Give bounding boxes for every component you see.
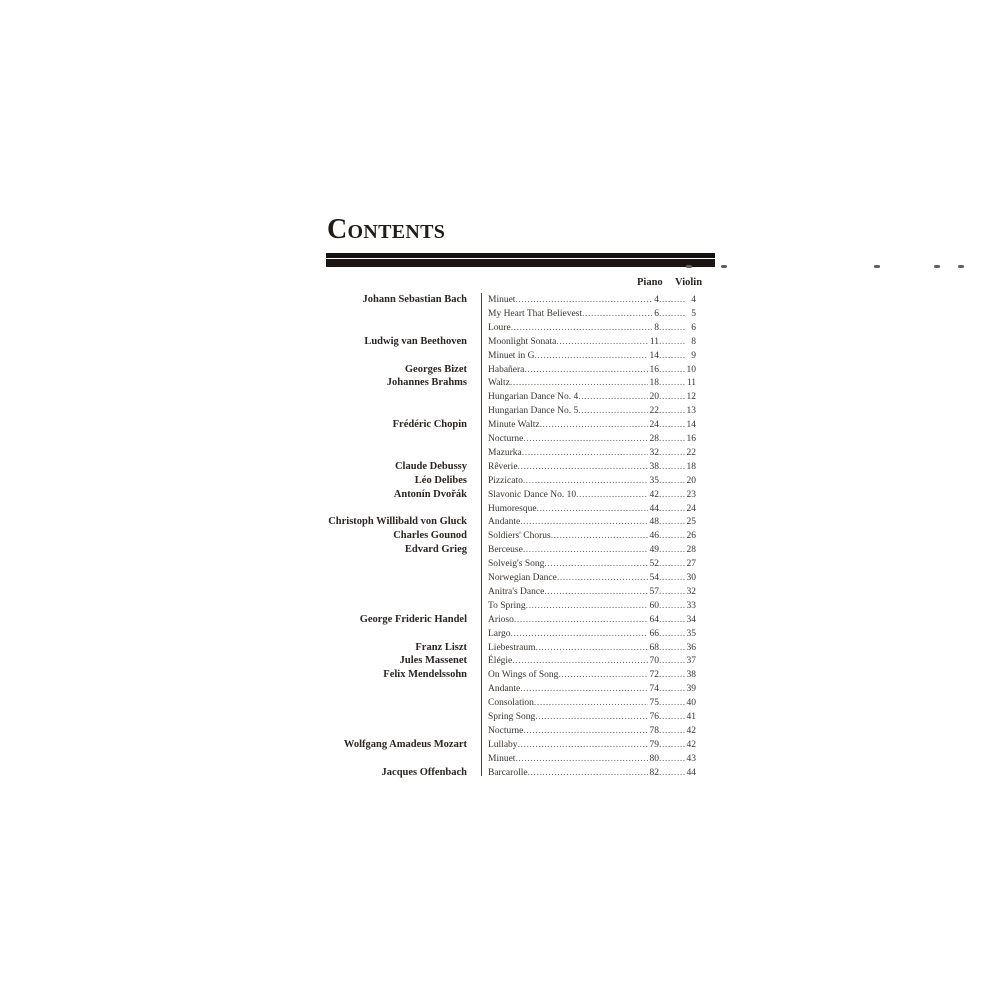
dot-leader — [659, 307, 685, 321]
dot-leader — [518, 738, 648, 752]
dot-leader — [659, 613, 685, 627]
toc-entry — [488, 446, 696, 460]
piece-title: Élégie — [488, 656, 513, 667]
piano-page: 74 — [649, 684, 659, 695]
violin-page: 36 — [686, 642, 696, 653]
dot-leader — [511, 627, 648, 641]
toc-entry — [488, 641, 696, 655]
page-title — [327, 216, 445, 244]
violin-page: 18 — [686, 461, 696, 472]
toc-entry — [488, 432, 696, 446]
violin-page: 24 — [686, 503, 696, 514]
piano-page: 14 — [649, 350, 659, 361]
violin-page: 12 — [686, 392, 696, 403]
piece-title: Mazurka — [488, 447, 522, 458]
dot-leader — [659, 529, 685, 543]
composer-name: Léo Delibes — [414, 474, 467, 486]
dot-leader — [534, 696, 648, 710]
violin-page: 28 — [686, 545, 696, 556]
toc-entry — [488, 502, 696, 516]
piece-title: Solveig's Song — [488, 559, 545, 570]
piano-page: 52 — [649, 559, 659, 570]
dot-leader — [518, 460, 648, 474]
piece-title: Liebestraum — [488, 642, 536, 653]
piece-title: Waltz — [488, 378, 510, 389]
piano-page: 38 — [649, 461, 659, 472]
violin-page: 37 — [686, 656, 696, 667]
dot-leader — [659, 654, 685, 668]
piano-page: 68 — [649, 642, 659, 653]
dot-leader — [659, 363, 685, 377]
dot-leader — [535, 641, 647, 655]
dot-leader — [659, 515, 685, 529]
piano-page: 64 — [649, 614, 659, 625]
piano-page: 6 — [654, 308, 659, 319]
dot-leader — [524, 363, 647, 377]
composer-name: Edvard Grieg — [404, 544, 467, 556]
dot-leader — [659, 585, 685, 599]
violin-page: 23 — [686, 489, 696, 500]
toc-entry — [488, 474, 696, 488]
violin-page: 39 — [686, 684, 696, 695]
dot-leader — [544, 585, 647, 599]
piano-page: 4 — [654, 295, 659, 305]
piece-title: Hungarian Dance No. 5 — [488, 406, 579, 417]
dot-leader — [523, 432, 647, 446]
piece-title: Spring Song — [488, 712, 536, 722]
violin-page: 20 — [686, 475, 696, 486]
violin-page: 9 — [691, 350, 696, 361]
dot-leader — [659, 293, 685, 307]
composer-name: Georges Bizet — [404, 363, 467, 375]
dot-leader — [659, 571, 685, 585]
dot-leader — [512, 654, 647, 668]
composer-name: Wolfgang Amadeus Mozart — [343, 738, 467, 750]
violin-page: 11 — [686, 378, 696, 389]
dot-leader — [659, 474, 685, 488]
violin-page: 32 — [686, 586, 696, 597]
piece-title: Minuet — [488, 295, 516, 305]
dot-leader — [659, 710, 685, 724]
dot-leader — [659, 404, 685, 418]
piece-title: Andante — [488, 517, 521, 528]
violin-page: 26 — [686, 531, 696, 542]
piece-title: Andante — [488, 684, 521, 695]
piano-page: 32 — [649, 447, 659, 458]
violin-page: 42 — [686, 725, 696, 736]
piano-page: 57 — [649, 586, 659, 597]
piano-page: 78 — [649, 725, 659, 736]
dot-leader — [582, 307, 652, 321]
piano-page: 46 — [649, 531, 659, 542]
dot-leader — [659, 349, 685, 363]
dot-leader — [556, 335, 647, 349]
composer-name: Ludwig van Beethoven — [364, 335, 467, 347]
dot-leader — [558, 668, 647, 682]
composer-name: Christoph Willibald von Gluck — [328, 516, 467, 528]
composer-name: Antonín Dvořák — [393, 488, 467, 500]
piano-page: 79 — [649, 739, 659, 750]
piece-title: Largo — [488, 628, 511, 639]
dot-leader — [514, 613, 648, 627]
piece-title: My Heart That Believest — [488, 308, 583, 319]
violin-page: 44 — [686, 767, 696, 778]
composer-name: Felix Mendelssohn — [383, 669, 467, 681]
violin-page: 34 — [686, 614, 696, 625]
violin-page: 4 — [691, 295, 696, 305]
toc-entry — [488, 738, 696, 752]
toc-entry — [488, 682, 696, 696]
piano-page: 66 — [649, 628, 659, 639]
piece-title: Humoresque — [488, 503, 537, 514]
toc-entry — [488, 460, 696, 474]
piano-page: 49 — [649, 545, 659, 556]
violin-page: 38 — [686, 670, 696, 681]
toc-entry — [488, 363, 696, 377]
toc-entry — [488, 557, 696, 571]
toc-entry — [488, 766, 696, 780]
dot-leader — [659, 557, 685, 571]
piece-title: Berceuse — [488, 545, 523, 556]
composer-name: Jules Massenet — [399, 655, 467, 667]
toc-entry — [488, 668, 696, 682]
piece-title: Arioso — [488, 614, 514, 625]
composer-name: Claude Debussy — [394, 460, 467, 472]
dot-leader — [540, 418, 648, 432]
dot-leader — [659, 696, 685, 710]
piano-page: 20 — [649, 392, 659, 403]
piece-title: Habañera — [488, 364, 525, 375]
dot-leader — [537, 502, 648, 516]
toc-entry — [488, 335, 696, 349]
violin-page: 41 — [686, 712, 696, 722]
piano-page: 70 — [649, 656, 659, 667]
piece-title: Anitra's Dance — [488, 586, 545, 597]
composer-name: Johannes Brahms — [386, 377, 467, 389]
dot-leader — [515, 293, 652, 307]
toc-entry — [488, 585, 696, 599]
composer-name: Frédéric Chopin — [392, 419, 467, 431]
piece-title: Minute Waltz — [488, 420, 540, 431]
title-rule — [326, 253, 715, 267]
dot-leader — [659, 724, 685, 738]
piano-page: 24 — [649, 420, 659, 431]
dot-leader — [659, 460, 685, 474]
violin-page: 5 — [691, 308, 696, 319]
piano-page: 11 — [649, 336, 659, 347]
column-header-violin: Violin — [675, 277, 703, 288]
dot-leader — [578, 390, 647, 404]
dot-leader — [659, 668, 685, 682]
piano-page: 48 — [649, 517, 659, 528]
column-divider — [481, 293, 482, 776]
dot-leader — [520, 682, 647, 696]
violin-page: 35 — [686, 628, 696, 639]
piano-page: 82 — [649, 767, 659, 778]
toc-entry — [488, 418, 696, 432]
toc-entry — [488, 293, 696, 307]
violin-page: 13 — [686, 406, 696, 417]
dot-leader — [544, 557, 647, 571]
piece-title: Lullaby — [488, 739, 518, 750]
toc-entry — [488, 543, 696, 557]
violin-page: 43 — [686, 753, 696, 764]
toc-entry — [488, 571, 696, 585]
dot-leader — [659, 418, 685, 432]
piano-page: 35 — [649, 475, 659, 486]
violin-page: 40 — [686, 698, 696, 709]
toc-entry — [488, 696, 696, 710]
dot-leader — [523, 474, 648, 488]
piece-title: On Wings of Song — [488, 670, 559, 681]
dot-leader — [534, 349, 647, 363]
piece-title: Norwegian Dance — [488, 573, 557, 583]
composer-name: George Frideric Handel — [359, 613, 467, 625]
toc-entry — [488, 627, 696, 641]
piece-title: Pizzicato — [488, 475, 523, 486]
violin-page: 42 — [686, 739, 696, 750]
violin-page: 27 — [686, 559, 696, 570]
dot-leader — [659, 335, 685, 349]
dot-leader — [515, 752, 647, 766]
toc-entry — [488, 307, 696, 321]
piece-title: Minuet — [488, 753, 516, 764]
dot-leader — [659, 627, 685, 641]
violin-page: 30 — [686, 573, 696, 583]
composer-name: Johann Sebastian Bach — [362, 294, 467, 305]
piece-title: Barcarolle — [488, 767, 528, 778]
piece-title: Hungarian Dance No. 4 — [488, 392, 579, 403]
dot-leader — [659, 766, 685, 780]
violin-page: 16 — [686, 434, 696, 444]
piano-page: 28 — [649, 434, 659, 444]
dot-leader — [551, 529, 648, 543]
title-initial: C — [327, 214, 348, 245]
dot-leader — [659, 376, 685, 390]
dot-leader — [578, 404, 647, 418]
piece-title: Moonlight Sonata — [488, 336, 557, 347]
composer-name: Charles Gounod — [393, 530, 467, 542]
dot-leader — [520, 515, 647, 529]
dot-leader — [576, 488, 647, 502]
column-header-piano: Piano — [637, 277, 663, 288]
dot-leader — [511, 321, 653, 335]
toc-entry — [488, 654, 696, 668]
dot-leader — [659, 432, 685, 446]
dot-leader — [659, 488, 685, 502]
dot-leader — [522, 446, 648, 460]
toc-entry — [488, 515, 696, 529]
dot-leader — [659, 752, 685, 766]
toc-entry — [488, 613, 696, 627]
piece-title: Rêverie — [488, 461, 518, 472]
dot-leader — [659, 502, 685, 516]
violin-page: 6 — [691, 322, 696, 333]
toc-entry — [488, 390, 696, 404]
dot-leader — [523, 543, 648, 557]
dot-leader — [659, 641, 685, 655]
dot-leader — [557, 571, 648, 585]
dot-leader — [659, 321, 685, 335]
piano-page: 42 — [649, 489, 659, 500]
piece-title: Nocturne — [488, 725, 524, 736]
dot-leader — [526, 599, 648, 613]
toc-entry — [488, 349, 696, 363]
toc-entry — [488, 710, 696, 724]
piano-page: 80 — [649, 753, 659, 764]
piece-title: Nocturne — [488, 434, 524, 444]
toc-entry — [488, 488, 696, 502]
dot-leader — [659, 543, 685, 557]
dot-leader — [510, 376, 648, 390]
dot-leader — [535, 710, 647, 724]
piece-title: Slavonic Dance No. 10 — [488, 489, 577, 500]
piano-page: 75 — [649, 698, 659, 709]
violin-page: 25 — [686, 517, 696, 528]
piano-page: 76 — [649, 712, 659, 722]
toc-entry — [488, 752, 696, 766]
toc-entry — [488, 404, 696, 418]
dot-leader — [523, 724, 647, 738]
piece-title: Minuet in G — [488, 350, 535, 361]
piano-page: 54 — [649, 573, 659, 583]
dot-leader — [659, 446, 685, 460]
dot-leader — [659, 390, 685, 404]
composer-name: Jacques Offenbach — [381, 766, 467, 778]
piano-page: 44 — [649, 503, 659, 514]
piano-page: 18 — [649, 378, 659, 389]
dot-leader — [659, 599, 685, 613]
piece-title: Soldiers' Chorus — [488, 531, 551, 542]
piece-title: Loure — [488, 322, 511, 333]
piano-page: 72 — [649, 670, 659, 681]
piece-title: Consolation — [488, 698, 534, 709]
piano-page: 60 — [649, 600, 659, 611]
violin-page: 22 — [686, 447, 696, 458]
piano-page: 22 — [649, 406, 659, 417]
violin-page: 8 — [691, 336, 696, 347]
title-rest: ONTENTS — [347, 221, 446, 243]
piano-page: 8 — [654, 322, 659, 333]
violin-page: 10 — [686, 364, 696, 375]
toc-entry — [488, 529, 696, 543]
piano-page: 16 — [649, 364, 659, 375]
violin-page: 14 — [686, 420, 696, 431]
toc-entry — [488, 321, 696, 335]
toc-entry — [488, 724, 696, 738]
toc-entry — [488, 376, 696, 390]
piece-title: To Spring — [488, 600, 526, 611]
composer-name: Franz Liszt — [415, 641, 467, 653]
toc-entry — [488, 599, 696, 613]
violin-page: 33 — [686, 600, 696, 611]
dot-leader — [528, 766, 648, 780]
dot-leader — [659, 738, 685, 752]
dot-leader — [659, 682, 685, 696]
